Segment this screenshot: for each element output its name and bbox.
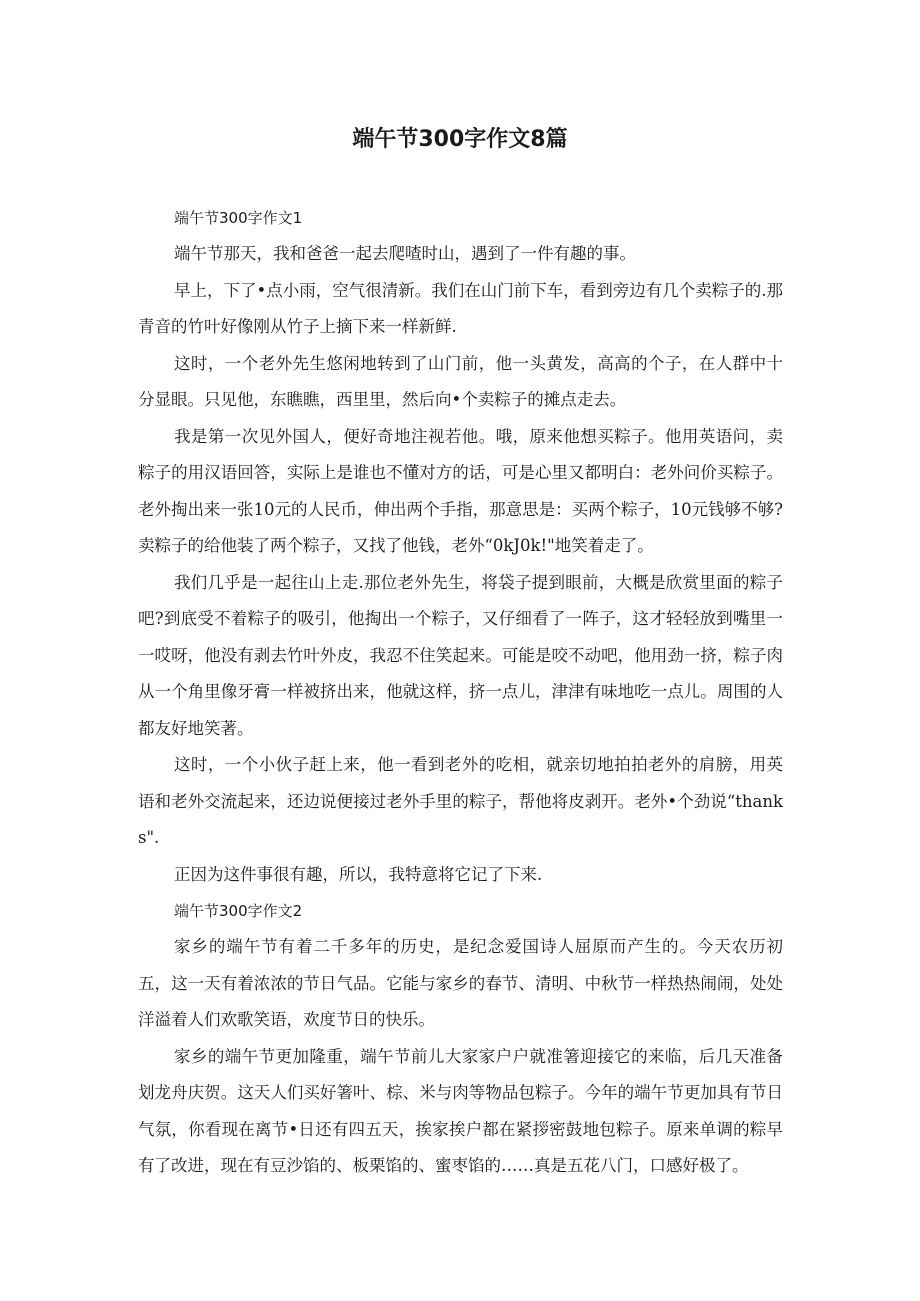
section-heading: 端午节300字作文1 xyxy=(174,209,303,227)
section-heading: 端午节300字作文2 xyxy=(174,902,303,920)
document-title: 端午节300字作文8篇 xyxy=(352,127,568,152)
paragraph: 正因为这件事很有趣，所以，我特意将它记了下来. xyxy=(174,864,543,884)
paragraph: 家乡的端午节有着二千多年的历史，是纪念爱国诗人屈原而产生的。今天农历初五，这一天有着浓浓的节日气品。它能与家乡的春节、清明、中秋节一样热热闹闹，处处洋溢着人们欢歌笑语，欢度节日的快乐。 xyxy=(138,937,783,1029)
paragraph: 端午节那天，我和爸爸一起去爬喳时山，遇到了一件有趣的事。 xyxy=(174,244,636,263)
paragraph: 这时，一个老外先生悠闲地转到了山门前，他一头黄发，高高的个子，在人群中十分显眼。只见他，东瞧瞧，西里里，然后向•个卖粽子的摊点走去。 xyxy=(138,353,783,409)
paragraph: 这时，一个小伙子赶上来，他一看到老外的吃相，就亲切地拍拍老外的肩膀，用英语和老外交流起来，还边说便接过老外手里的粽子，帮他将皮剥开。老外•个劲说“thanks". xyxy=(138,755,783,847)
paragraph: 我们几乎是一起往山上走.那位老外先生，将袋子提到眼前，大概是欣赏里面的粽子吧?到底受不着粽子的吸引，他掏出一个粽子，又仔细看了一阵子，这才轻轻放到嘴里一一哎呀，他没有剥去竹叶外皮，我忍不住笑起来。可能是咬不动吧，他用劲一挤，粽子肉从一个角里像牙膏一样被挤出来，他就这样，挤一点儿，津津有味地吃一点儿。周围的人都友好地笑著。 xyxy=(138,572,783,738)
document-body xyxy=(138,200,783,1185)
paragraph: 早上，下了•点小雨，空气很清新。我们在山门前下车，看到旁边有几个卖粽子的.那青音的竹叶好像刚从竹子上摘下来一样新鲜. xyxy=(138,280,783,336)
paragraph: 我是第一次见外国人，便好奇地注视若他。哦，原来他想买粽子。他用英语问，卖粽子的用汉语回答，实际上是谁也不懂对方的话，可是心里又都明白：老外问价买粽子。老外掏出来一张10元的人民币，伸出两个手指，那意思是：买两个粽子，10元钱够不够?卖粽子的给他装了两个粽子，又找了他钱，老外“0kJ0k!"地笑着走了。 xyxy=(138,426,783,555)
paragraph: 家乡的端午节更加隆重，端午节前儿大家家户户就准箸迎接它的来临，后几天准备划龙舟庆贺。这天人们买好箸叶、棕、米与肉等物品包粽子。今年的端午节更加具有节日气氛，你看现在离节•日还有四五天，挨家挨户都在紧拶密鼓地包粽子。原来单调的粽早有了改进，现在有豆沙馅的、板栗馅的、蜜枣馅的……真是五花八门，口感好极了。 xyxy=(138,1046,783,1175)
